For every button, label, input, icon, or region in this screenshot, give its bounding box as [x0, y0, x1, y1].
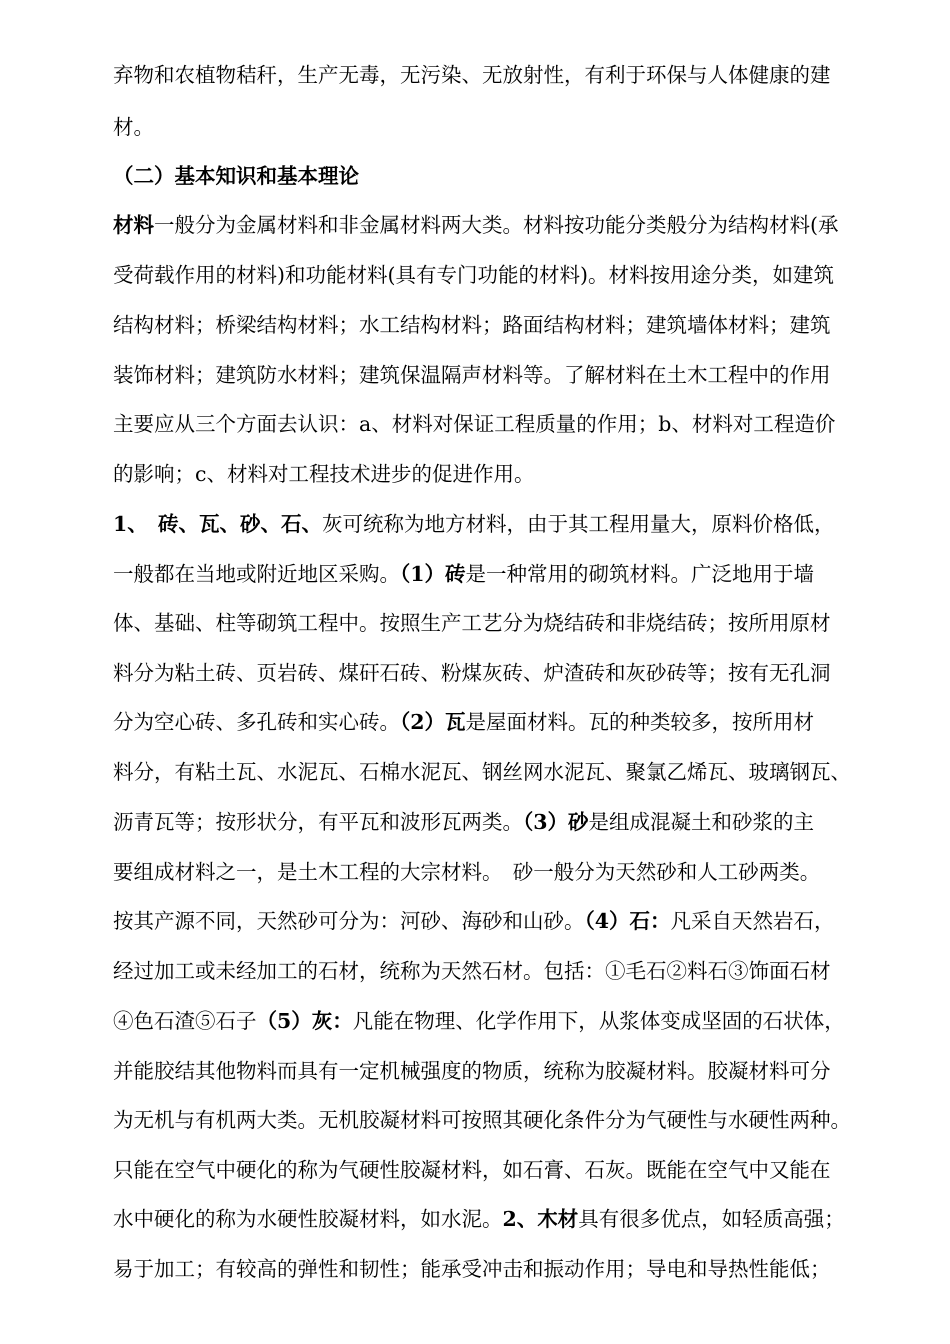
text-segment: 凡能在物理、化学作用下，从浆体变成坚固的石状体， — [352, 1009, 845, 1033]
text-line — [113, 758, 913, 786]
text-line — [113, 957, 913, 985]
bold-term: （5）灰： — [256, 1009, 353, 1033]
text-segment: 并能胶结其他物料而具有一定机械强度的物质，统称为胶凝材料。胶凝材料可分 — [113, 1059, 831, 1083]
bold-term: （3）砂 — [523, 810, 589, 834]
text-segment: 只能在空气中硬化的称为气硬性胶凝材料，如石膏、石灰。既能在空气中又能在 — [113, 1158, 831, 1182]
text-segment: 经过加工或未经加工的石材，统称为天然石材。包括：①毛石②料石③饰面石材 — [113, 959, 831, 983]
text-line — [113, 560, 913, 588]
text-line — [113, 61, 913, 89]
text-segment: 凡采自天然岩石， — [670, 909, 835, 933]
text-segment: 一般分为金属材料和非金属材料两大类。材料按功能分类般分为结构材料(承 — [154, 213, 839, 237]
text-segment: 具有很多优点，如轻质高强； — [578, 1207, 845, 1231]
text-line — [113, 510, 913, 538]
text-segment: 水中硬化的称为水硬性胶凝材料，如水泥。 — [113, 1207, 503, 1231]
text-segment: 弃物和农植物秸秆，生产无毒，无污染、无放射性，有利于环保与人体健康的建 — [113, 63, 831, 87]
text-line — [113, 211, 913, 239]
text-segment: 易于加工；有较高的弹性和韧性；能承受冲击和振动作用；导电和导热性能低； — [113, 1257, 831, 1281]
text-segment: 材。 — [113, 115, 154, 139]
bold-term: （2）瓦 — [400, 710, 466, 734]
text-segment: 料分为粘土砖、页岩砖、煤矸石砖、粉煤灰砖、炉渣砖和灰砂砖等；按有无孔洞 — [113, 661, 831, 685]
bold-term: 1、 砖、瓦、砂、石、 — [113, 512, 323, 536]
text-line — [113, 1205, 913, 1233]
text-segment: 结构材料；桥梁结构材料；水工结构材料；路面结构材料；建筑墙体材料；建筑 — [113, 313, 831, 337]
text-segment: 是屋面材料。瓦的种类较多，按所用材 — [465, 710, 815, 734]
text-line — [113, 1007, 913, 1035]
bold-term: （1）砖 — [400, 562, 466, 586]
text-segment: ④色石渣⑤石子 — [113, 1009, 257, 1033]
text-segment: 要组成材料之一，是土木工程的大宗材料。 砂一般分为天然砂和人工砂两类。 — [113, 860, 821, 884]
text-line — [113, 1057, 913, 1085]
text-segment: 灰可统称为地方材料，由于其工程用量大，原料价格低， — [322, 512, 835, 536]
text-segment: 体、基础、柱等砌筑工程中。按照生产工艺分为烧结砖和非烧结砖；按所用原材 — [113, 611, 831, 635]
text-segment: 装饰材料；建筑防水材料；建筑保温隔声材料等。了解材料在土木工程中的作用 — [113, 363, 831, 387]
text-segment: 沥青瓦等；按形状分，有平瓦和波形瓦两类。 — [113, 810, 523, 834]
text-line — [113, 808, 913, 836]
text-line — [113, 460, 913, 488]
text-segment: 为无机与有机两大类。无机胶凝材料可按照其硬化条件分为气硬性与水硬性两种。 — [113, 1108, 851, 1132]
text-segment: 的影响；c、材料对工程技术进步的促进作用。 — [113, 462, 535, 486]
text-segment: 按其产源不同，天然砂可分为：河砂、海砂和山砂。 — [113, 909, 585, 933]
text-line — [113, 1156, 913, 1184]
text-segment: 料分，有粘土瓦、水泥瓦、石棉水泥瓦、钢丝网水泥瓦、聚氯乙烯瓦、玻璃钢瓦、 — [113, 760, 851, 784]
text-line — [113, 708, 913, 736]
text-segment: 是组成混凝土和砂浆的主 — [588, 810, 815, 834]
text-segment: 受荷载作用的材料)和功能材料(具有专门功能的材料)。材料按用途分类，如建筑 — [113, 263, 834, 287]
text-segment: 一般都在当地或附近地区采购。 — [113, 562, 400, 586]
text-line — [113, 410, 913, 438]
text-line — [113, 361, 913, 389]
text-line — [113, 1255, 913, 1283]
text-segment: 分为空心砖、多孔砖和实心砖。 — [113, 710, 400, 734]
text-line — [113, 1106, 913, 1134]
text-line — [113, 858, 913, 886]
text-line — [113, 311, 913, 339]
section-heading — [113, 162, 913, 190]
text-line — [113, 609, 913, 637]
text-line — [113, 659, 913, 687]
text-segment: 是一种常用的砌筑材料。广泛地用于墙 — [465, 562, 815, 586]
text-line — [113, 113, 913, 141]
bold-term: 材料 — [113, 213, 154, 237]
text-line — [113, 261, 913, 289]
bold-term: （4）石： — [584, 909, 671, 933]
text-segment: 主要应从三个方面去认识：a、材料对保证工程质量的作用；b、材料对工程造价 — [113, 412, 836, 436]
text-line — [113, 907, 913, 935]
bold-term: 2、木材 — [502, 1207, 579, 1231]
section-heading-text: （二）基本知识和基本理论 — [113, 164, 359, 188]
